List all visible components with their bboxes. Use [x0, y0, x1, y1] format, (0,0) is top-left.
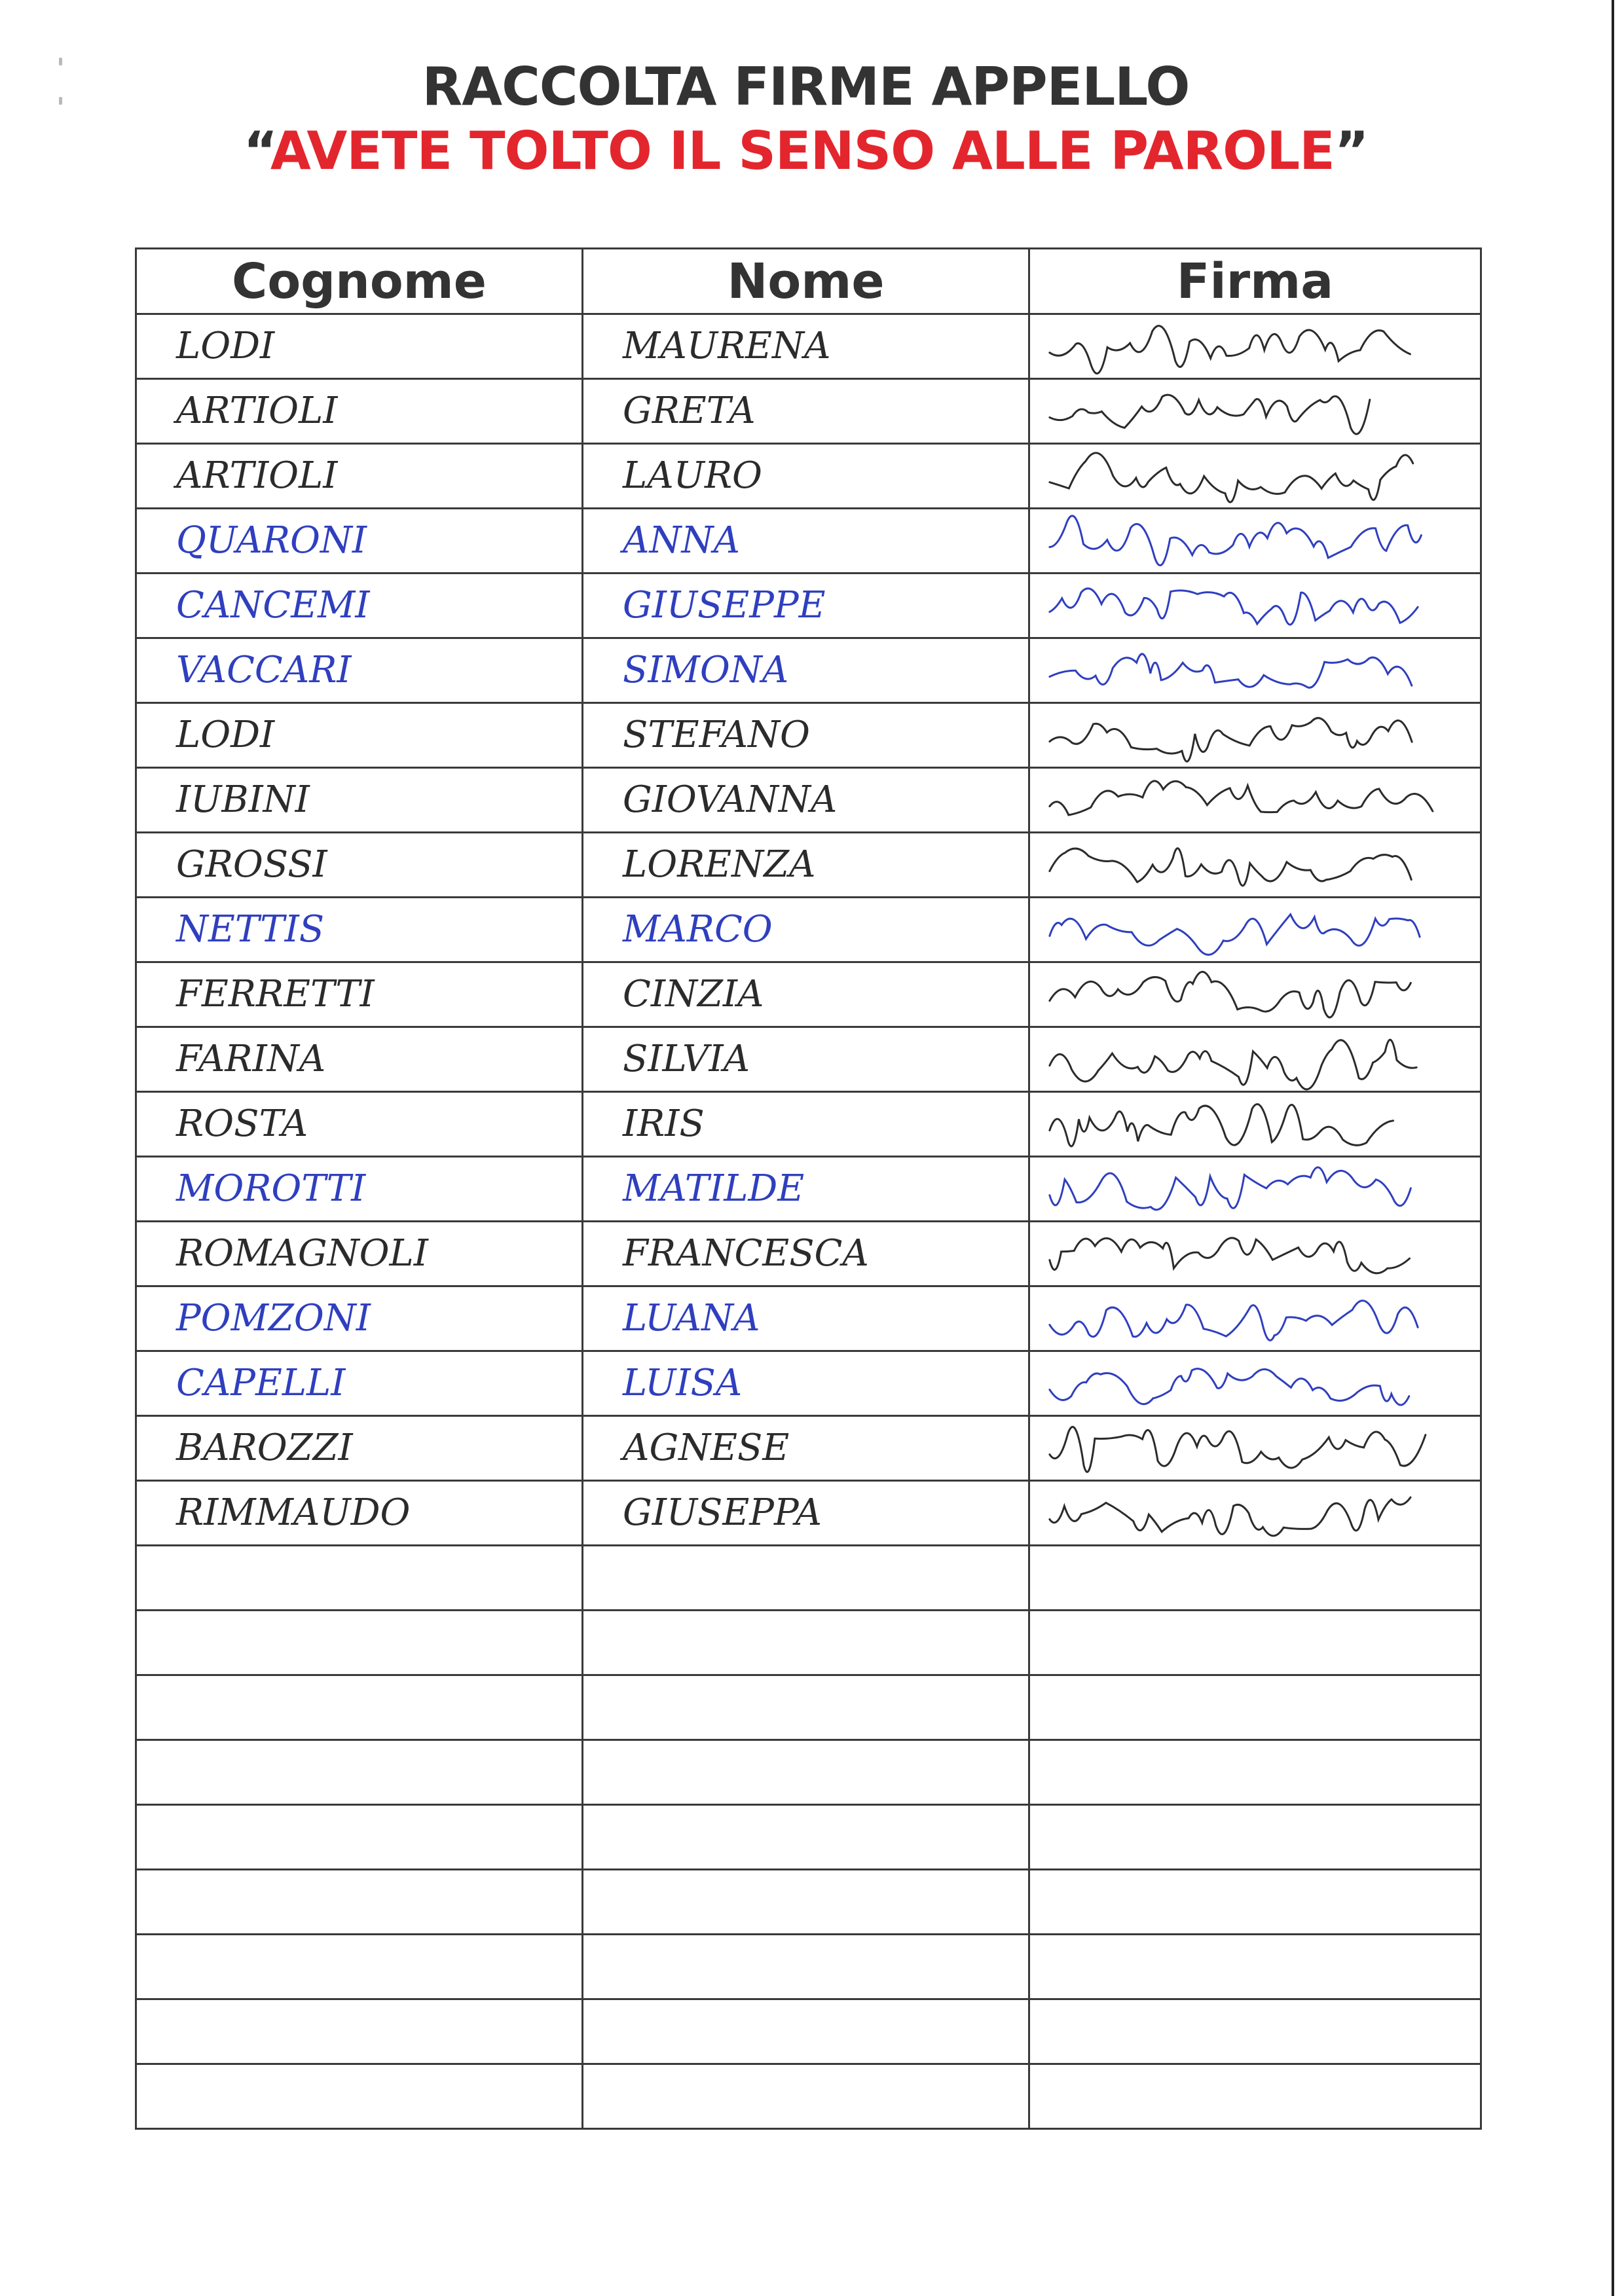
- handwritten-signature: [1030, 963, 1480, 1026]
- column-header-cognome: Cognome: [136, 249, 583, 314]
- empty-table-row: [136, 1805, 1481, 1870]
- cell-firma: [1029, 444, 1481, 509]
- header: [0, 56, 1612, 184]
- column-header-nome: Nome: [583, 249, 1029, 314]
- table-body: [136, 314, 1481, 2129]
- surname-text: ARTIOLI: [176, 390, 338, 432]
- table-row: [136, 833, 1481, 898]
- cell-nome: [583, 703, 1029, 768]
- surname-text: ARTIOLI: [176, 454, 338, 497]
- empty-table-row: [136, 1611, 1481, 1675]
- cell-cognome: [136, 1805, 583, 1870]
- signature-table: [135, 247, 1482, 2130]
- first-name-text: GIUSEPPA: [623, 1491, 822, 1534]
- cell-cognome: [136, 1611, 583, 1675]
- cell-nome: [583, 1546, 1029, 1611]
- table-row: [136, 509, 1481, 574]
- first-name-text: SIMONA: [623, 649, 789, 691]
- cell-firma: [1029, 1740, 1481, 1805]
- cell-cognome: [136, 1999, 583, 2064]
- handwritten-signature: [1030, 1157, 1480, 1220]
- cell-firma: [1029, 1286, 1481, 1351]
- first-name-text: LAURO: [623, 454, 762, 497]
- cell-nome: [583, 898, 1029, 962]
- document-subtitle: [0, 118, 1612, 184]
- first-name-text: ANNA: [623, 519, 740, 562]
- cell-nome: [583, 1935, 1029, 1999]
- cell-firma: [1029, 638, 1481, 703]
- surname-text: CAPELLI: [176, 1362, 346, 1404]
- first-name-text: STEFANO: [623, 714, 810, 756]
- cell-cognome: [136, 1157, 583, 1222]
- cell-firma: [1029, 1157, 1481, 1222]
- surname-text: MOROTTI: [176, 1167, 366, 1210]
- surname-text: QUARONI: [176, 519, 367, 562]
- cell-nome: [583, 1870, 1029, 1935]
- cell-firma: [1029, 1999, 1481, 2064]
- cell-cognome: [136, 1546, 583, 1611]
- page-edge: [1612, 0, 1614, 2296]
- cell-nome: [583, 1416, 1029, 1481]
- cell-firma: [1029, 1611, 1481, 1675]
- cell-firma: [1029, 962, 1481, 1027]
- cell-nome: [583, 1611, 1029, 1675]
- empty-table-row: [136, 1935, 1481, 1999]
- cell-cognome: [136, 379, 583, 444]
- cell-firma: [1029, 1416, 1481, 1481]
- cell-nome: [583, 379, 1029, 444]
- first-name-text: MAURENA: [623, 325, 831, 367]
- cell-cognome: [136, 638, 583, 703]
- cell-nome: [583, 314, 1029, 379]
- cell-firma: [1029, 898, 1481, 962]
- table-row: [136, 444, 1481, 509]
- handwritten-signature: [1030, 1482, 1480, 1544]
- cell-firma: [1029, 314, 1481, 379]
- cell-firma: [1029, 1935, 1481, 1999]
- table-row: [136, 1481, 1481, 1546]
- table-row: [136, 1222, 1481, 1286]
- empty-table-row: [136, 1675, 1481, 1740]
- first-name-text: LUANA: [623, 1297, 760, 1339]
- surname-text: RIMMAUDO: [176, 1491, 411, 1534]
- surname-text: LODI: [176, 325, 275, 367]
- first-name-text: IRIS: [623, 1102, 705, 1145]
- handwritten-signature: [1030, 1352, 1480, 1415]
- cell-firma: [1029, 2064, 1481, 2129]
- handwritten-signature: [1030, 769, 1480, 831]
- cell-cognome: [136, 1740, 583, 1805]
- table-row: [136, 1027, 1481, 1092]
- cell-nome: [583, 1351, 1029, 1416]
- cell-nome: [583, 1222, 1029, 1286]
- cell-firma: [1029, 379, 1481, 444]
- surname-text: BAROZZI: [176, 1427, 353, 1469]
- cell-nome: [583, 638, 1029, 703]
- handwritten-signature: [1030, 380, 1480, 443]
- cell-firma: [1029, 1805, 1481, 1870]
- cell-cognome: [136, 962, 583, 1027]
- cell-cognome: [136, 314, 583, 379]
- table-row: [136, 379, 1481, 444]
- table-row: [136, 898, 1481, 962]
- cell-firma: [1029, 768, 1481, 833]
- open-quote: “: [243, 120, 270, 181]
- table-row: [136, 703, 1481, 768]
- table-row: [136, 1416, 1481, 1481]
- cell-firma: [1029, 833, 1481, 898]
- handwritten-signature: [1030, 1093, 1480, 1156]
- cell-cognome: [136, 444, 583, 509]
- handwritten-signature: [1030, 574, 1480, 637]
- first-name-text: GIOVANNA: [623, 778, 838, 821]
- cell-firma: [1029, 1481, 1481, 1546]
- cell-firma: [1029, 574, 1481, 638]
- handwritten-signature: [1030, 509, 1480, 572]
- document-title: RACCOLTA FIRME APPELLO: [422, 56, 1190, 117]
- table-row: [136, 1351, 1481, 1416]
- cell-cognome: [136, 1092, 583, 1157]
- surname-text: FARINA: [176, 1038, 326, 1080]
- cell-cognome: [136, 1351, 583, 1416]
- cell-cognome: [136, 1481, 583, 1546]
- surname-text: CANCEMI: [176, 584, 370, 627]
- cell-nome: [583, 444, 1029, 509]
- cell-nome: [583, 1481, 1029, 1546]
- table-row: [136, 574, 1481, 638]
- first-name-text: AGNESE: [623, 1427, 790, 1469]
- cell-nome: [583, 1157, 1029, 1222]
- cell-firma: [1029, 1092, 1481, 1157]
- cell-nome: [583, 833, 1029, 898]
- surname-text: VACCARI: [176, 649, 352, 691]
- cell-nome: [583, 1805, 1029, 1870]
- first-name-text: FRANCESCA: [623, 1232, 869, 1275]
- cell-firma: [1029, 1027, 1481, 1092]
- cell-nome: [583, 1675, 1029, 1740]
- cell-cognome: [136, 1027, 583, 1092]
- cell-firma: [1029, 1546, 1481, 1611]
- cell-nome: [583, 509, 1029, 574]
- empty-table-row: [136, 2064, 1481, 2129]
- surname-text: ROMAGNOLI: [176, 1232, 428, 1275]
- handwritten-signature: [1030, 1417, 1480, 1480]
- cell-cognome: [136, 2064, 583, 2129]
- cell-nome: [583, 2064, 1029, 2129]
- table-row: [136, 1157, 1481, 1222]
- cell-firma: [1029, 1222, 1481, 1286]
- cell-cognome: [136, 833, 583, 898]
- cell-cognome: [136, 1416, 583, 1481]
- table-row: [136, 638, 1481, 703]
- handwritten-signature: [1030, 1222, 1480, 1285]
- empty-table-row: [136, 1999, 1481, 2064]
- cell-firma: [1029, 1870, 1481, 1935]
- cell-firma: [1029, 1351, 1481, 1416]
- cell-nome: [583, 1999, 1029, 2064]
- surname-text: FERRETTI: [176, 973, 375, 1015]
- first-name-text: LUISA: [623, 1362, 743, 1404]
- cell-cognome: [136, 574, 583, 638]
- surname-text: GROSSI: [176, 843, 327, 886]
- cell-nome: [583, 962, 1029, 1027]
- surname-text: ROSTA: [176, 1102, 308, 1145]
- table-row: [136, 1092, 1481, 1157]
- handwritten-signature: [1030, 639, 1480, 702]
- cell-cognome: [136, 1935, 583, 1999]
- cell-firma: [1029, 1675, 1481, 1740]
- surname-text: LODI: [176, 714, 275, 756]
- handwritten-signature: [1030, 898, 1480, 961]
- table-row: [136, 962, 1481, 1027]
- cell-nome: [583, 1740, 1029, 1805]
- cell-cognome: [136, 1675, 583, 1740]
- cell-firma: [1029, 703, 1481, 768]
- first-name-text: MARCO: [623, 908, 773, 951]
- first-name-text: LORENZA: [623, 843, 816, 886]
- first-name-text: GIUSEPPE: [623, 584, 826, 627]
- table-row: [136, 314, 1481, 379]
- cell-nome: [583, 1027, 1029, 1092]
- empty-table-row: [136, 1740, 1481, 1805]
- empty-table-row: [136, 1546, 1481, 1611]
- first-name-text: MATILDE: [623, 1167, 805, 1210]
- subtitle-text: AVETE TOLTO IL SENSO ALLE PAROLE: [270, 120, 1335, 181]
- cell-cognome: [136, 703, 583, 768]
- surname-text: NETTIS: [176, 908, 325, 951]
- cell-cognome: [136, 509, 583, 574]
- first-name-text: SILVIA: [623, 1038, 750, 1080]
- cell-nome: [583, 1092, 1029, 1157]
- handwritten-signature: [1030, 1287, 1480, 1350]
- handwritten-signature: [1030, 445, 1480, 507]
- handwritten-signature: [1030, 704, 1480, 767]
- column-header-firma: Firma: [1029, 249, 1481, 314]
- cell-nome: [583, 768, 1029, 833]
- handwritten-signature: [1030, 833, 1480, 896]
- cell-cognome: [136, 898, 583, 962]
- table-header-row: [136, 249, 1481, 314]
- surname-text: POMZONI: [176, 1297, 371, 1339]
- handwritten-signature: [1030, 1028, 1480, 1091]
- empty-table-row: [136, 1870, 1481, 1935]
- cell-nome: [583, 574, 1029, 638]
- first-name-text: CINZIA: [623, 973, 764, 1015]
- table-row: [136, 768, 1481, 833]
- cell-nome: [583, 1286, 1029, 1351]
- close-quote: ”: [1334, 120, 1369, 181]
- cell-cognome: [136, 768, 583, 833]
- table-row: [136, 1286, 1481, 1351]
- cell-cognome: [136, 1870, 583, 1935]
- cell-cognome: [136, 1222, 583, 1286]
- first-name-text: GRETA: [623, 390, 756, 432]
- cell-firma: [1029, 509, 1481, 574]
- surname-text: IUBINI: [176, 778, 310, 821]
- cell-cognome: [136, 1286, 583, 1351]
- handwritten-signature: [1030, 315, 1480, 378]
